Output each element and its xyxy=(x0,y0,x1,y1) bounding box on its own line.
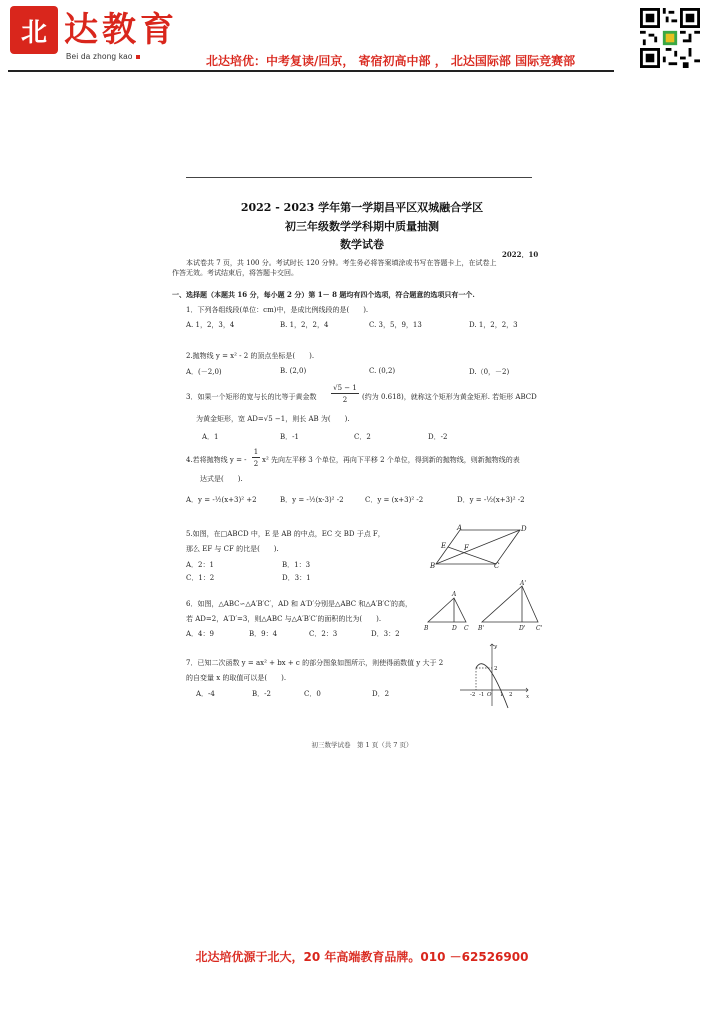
exam-date: 2022．10 xyxy=(502,250,539,259)
qr-code-icon xyxy=(640,8,700,68)
q3-option-c: C．2 xyxy=(354,433,371,441)
q6-label-d: D xyxy=(452,625,457,632)
exam-note-line2: 作答无效。考试结束后，将答题卡交回。 xyxy=(172,269,298,277)
q7-label-y: y xyxy=(494,644,498,650)
q7-label-o: O xyxy=(487,692,492,698)
q5-label-d: D xyxy=(521,525,527,533)
q5-label-f: F xyxy=(464,544,469,552)
brand-logo-subtitle: Bei da zhong kao xyxy=(66,52,140,61)
q5-option-a: A．2：1 xyxy=(186,561,214,569)
q3-stem-a: 3．如果一个矩形的宽与长的比等于黄金数 xyxy=(186,393,317,401)
exam-title-line3: 数学试卷 xyxy=(340,238,384,251)
q7-label-neg2: -2 xyxy=(470,692,476,698)
q6-option-b: B．9：4 xyxy=(249,630,278,638)
q1-option-d: D. 1，2，2，3 xyxy=(469,321,518,329)
q7-stem-line2: 的自变量 x 的取值可以是( ). xyxy=(186,674,287,682)
q6-option-c: C．2：3 xyxy=(309,630,338,638)
q6-label-a: A xyxy=(452,591,457,598)
q3-stem-line2: 为黄金矩形，宽 AD=√5 −1，则长 AB 为( ). xyxy=(196,415,350,423)
q3-option-b: B．-1 xyxy=(280,433,299,441)
q6-label-b: B xyxy=(424,625,429,632)
q4-fraction-bar xyxy=(252,457,260,458)
page-number: 初三数学试卷 第 1 页（共 7 页） xyxy=(311,741,413,749)
footer-slogan: 北达培优源于北大，20 年高端教育品牌。010 －62526900 xyxy=(195,950,529,964)
q3-fraction-denominator: 2 xyxy=(342,396,348,404)
q2-stem: 2.抛物线 y = x² - 2 的顶点坐标是( ). xyxy=(186,352,315,360)
exam-note-line1: 本试卷共 7 页，共 100 分。考试时长 120 分钟。考生务必将答案填涂或书写在答题卡上，在试卷上 xyxy=(186,259,497,267)
q7-option-a: A．-4 xyxy=(196,690,215,698)
q6-label-a-prime: A' xyxy=(520,580,526,587)
q4-option-a: A．y = -½(x+3)² +2 xyxy=(186,496,257,504)
q7-label-neg1: -1 xyxy=(479,692,485,698)
q7-option-b: B．-2 xyxy=(252,690,271,698)
q2-option-d: D.（0，－2) xyxy=(469,368,510,376)
q4-stem-a: 4.若将抛物线 y = - xyxy=(186,456,247,464)
q3-option-d: D．-2 xyxy=(428,433,448,441)
q5-label-b: B xyxy=(430,562,436,570)
q7-parabola-graph xyxy=(456,640,532,710)
q5-stem-line2: 那么 EF 与 CF 的比是( ). xyxy=(186,545,279,553)
q3-stem-b: (约为 0.618)，就称这个矩形为黄金矩形. 若矩形 ABCD xyxy=(362,393,537,401)
q5-stem-line1: 5.如图，在□ABCD 中，E 是 AB 的中点，EC 交 BD 于点 F， xyxy=(186,530,385,538)
q3-fraction-bar xyxy=(331,393,359,394)
top-rule xyxy=(186,177,532,178)
q7-label-2: 2 xyxy=(509,692,513,698)
exam-title-line2: 初三年级数学学科期中质量抽测 xyxy=(285,220,439,233)
q1-option-c: C. 3，5，9，13 xyxy=(369,321,422,329)
brand-logo-text: 达教育 xyxy=(64,10,178,50)
q6-similar-triangles-figure xyxy=(420,578,550,634)
q6-label-c: C xyxy=(464,625,469,632)
q4-option-d: D．y = -½(x+3)² -2 xyxy=(457,496,525,504)
q7-label-1: 1 xyxy=(500,692,504,698)
q4-option-c: C．y = (x+3)² -2 xyxy=(365,496,424,504)
q4-fraction-denominator: 2 xyxy=(253,460,259,468)
q6-stem-line1: 6．如图，△ABC∽△A′B′C′，AD 和 A′D′分别是△ABC 和△A′B′C′的高， xyxy=(186,600,413,608)
q6-option-a: A．4：9 xyxy=(186,630,214,638)
q6-option-d: D．3：2 xyxy=(371,630,400,638)
q5-label-e: E xyxy=(441,542,447,550)
q5-label-a: A xyxy=(457,524,463,532)
q5-option-d: D．3：1 xyxy=(282,574,311,582)
q4-fraction-numerator: 1 xyxy=(253,448,259,456)
q6-label-c-prime: C' xyxy=(536,625,543,632)
q1-option-b: B. 1，2，2，4 xyxy=(280,321,329,329)
q4-stem-b: x² 先向左平移 3 个单位，再向下平移 2 个单位，得到新的抛物线，则新抛物线的表 xyxy=(262,456,520,464)
q4-stem-line2: 达式是( ). xyxy=(200,475,243,483)
q2-option-b: B. (2,0) xyxy=(280,367,307,375)
q1-stem: 1．下列各组线段(单位：cm)中，是成比例线段的是( ). xyxy=(186,306,369,314)
q7-label-x: x xyxy=(526,694,530,700)
q7-option-d: D．2 xyxy=(372,690,390,698)
q7-stem-line1: 7．已知二次函数 y = ax² + bx + c 的部分图象如图所示，则使得函数值 y 大于 2 xyxy=(186,659,444,667)
q4-option-b: B．y = -½(x-3)² -2 xyxy=(280,496,344,504)
exam-title-line1: 2022 - 2023 学年第一学期昌平区双城融合学区 xyxy=(240,201,484,214)
q2-option-c: C. (0,2) xyxy=(369,367,396,375)
section-heading: 一、选择题（本题共 16 分，每小题 2 分）第 1－ 8 题均有四个选项，符合题意的选项只有一个. xyxy=(172,290,475,299)
q6-label-b-prime: B' xyxy=(478,625,485,632)
q7-label-y2: 2 xyxy=(494,666,498,672)
q2-option-a: A．(－2,0) xyxy=(186,368,222,376)
q3-fraction-numerator: √5 − 1 xyxy=(333,384,357,392)
brand-logo-mark: 北 xyxy=(10,6,58,54)
header-slogan: 北达培优：中考复读/回京， 寄宿初高中部 ， 北达国际部 国际竞赛部 xyxy=(206,54,576,68)
q3-option-a: A．1 xyxy=(202,433,219,441)
q1-option-a: A. 1，2，3，4 xyxy=(186,321,235,329)
q5-option-b: B．1：3 xyxy=(282,561,311,569)
q5-option-c: C．1：2 xyxy=(186,574,215,582)
q5-label-c: C xyxy=(494,562,500,570)
q7-option-c: C．0 xyxy=(304,690,321,698)
q5-parallelogram-figure xyxy=(428,524,532,570)
q6-label-d-prime: D' xyxy=(519,625,526,632)
q6-stem-line2: 若 AD=2，A′D′=3，则△ABC 与△A′B′C′的面积的比为( ). xyxy=(186,615,382,623)
header-divider xyxy=(8,70,614,72)
